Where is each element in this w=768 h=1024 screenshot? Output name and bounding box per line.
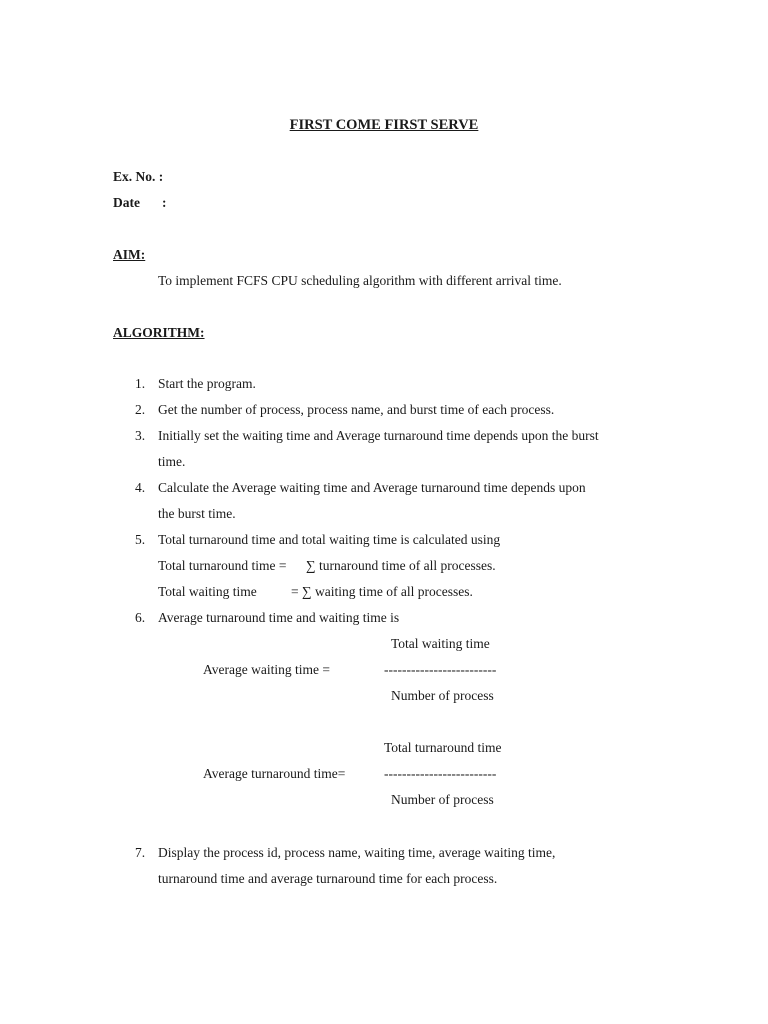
step-text: Calculate the Average waiting time and Average turnaround time depends upon bbox=[158, 480, 586, 495]
step-number: 2. bbox=[135, 402, 146, 417]
step-number: 4. bbox=[135, 480, 146, 495]
step-text: Average turnaround time and waiting time is bbox=[158, 610, 400, 625]
date-label: Date bbox=[113, 195, 140, 210]
step-text-continued: time. bbox=[158, 454, 186, 469]
aim-text: To implement FCFS CPU scheduling algorithm with different arrival time. bbox=[158, 273, 562, 288]
avg-turnaround-label: Average turnaround time= bbox=[203, 766, 346, 781]
step-text-continued: turnaround time and average turnaround time for each process. bbox=[158, 871, 498, 886]
formula-total-turnaround-label: Total turnaround time = bbox=[158, 558, 287, 573]
step-number: 1. bbox=[135, 376, 146, 391]
avg-turnaround-numerator: Total turnaround time bbox=[384, 740, 502, 755]
step-text: Get the number of process, process name, and burst time of each process. bbox=[158, 402, 555, 417]
document-title: FIRST COME FIRST SERVE bbox=[289, 117, 479, 133]
step-text: Initially set the waiting time and Average turnaround time depends upon the burst bbox=[158, 428, 599, 443]
avg-waiting-numerator: Total waiting time bbox=[391, 636, 490, 651]
step-text: Display the process id, process name, waiting time, average waiting time, bbox=[158, 845, 556, 860]
avg-turnaround-fraction-bar: ------------------------- bbox=[384, 766, 497, 781]
step-text: Start the program. bbox=[158, 376, 256, 391]
avg-turnaround-denominator: Number of process bbox=[391, 792, 494, 807]
formula-total-waiting-value: = ∑ waiting time of all processes. bbox=[291, 584, 473, 599]
date-colon: : bbox=[162, 195, 167, 210]
avg-waiting-fraction-bar: ------------------------- bbox=[384, 662, 497, 677]
formula-total-waiting-label: Total waiting time bbox=[158, 584, 257, 599]
step-text: Total turnaround time and total waiting time is calculated using bbox=[158, 532, 501, 547]
step-text-continued: the burst time. bbox=[158, 506, 236, 521]
avg-waiting-denominator: Number of process bbox=[391, 688, 494, 703]
algorithm-heading: ALGORITHM: bbox=[113, 325, 205, 340]
step-number: 5. bbox=[135, 532, 146, 547]
step-number: 6. bbox=[135, 610, 146, 625]
step-number: 7. bbox=[135, 845, 146, 860]
avg-waiting-label: Average waiting time = bbox=[203, 662, 330, 677]
step-number: 3. bbox=[135, 428, 146, 443]
exno-label: Ex. No. : bbox=[113, 169, 164, 184]
aim-heading: AIM: bbox=[113, 247, 146, 262]
formula-total-turnaround-value: ∑ turnaround time of all processes. bbox=[306, 558, 496, 573]
